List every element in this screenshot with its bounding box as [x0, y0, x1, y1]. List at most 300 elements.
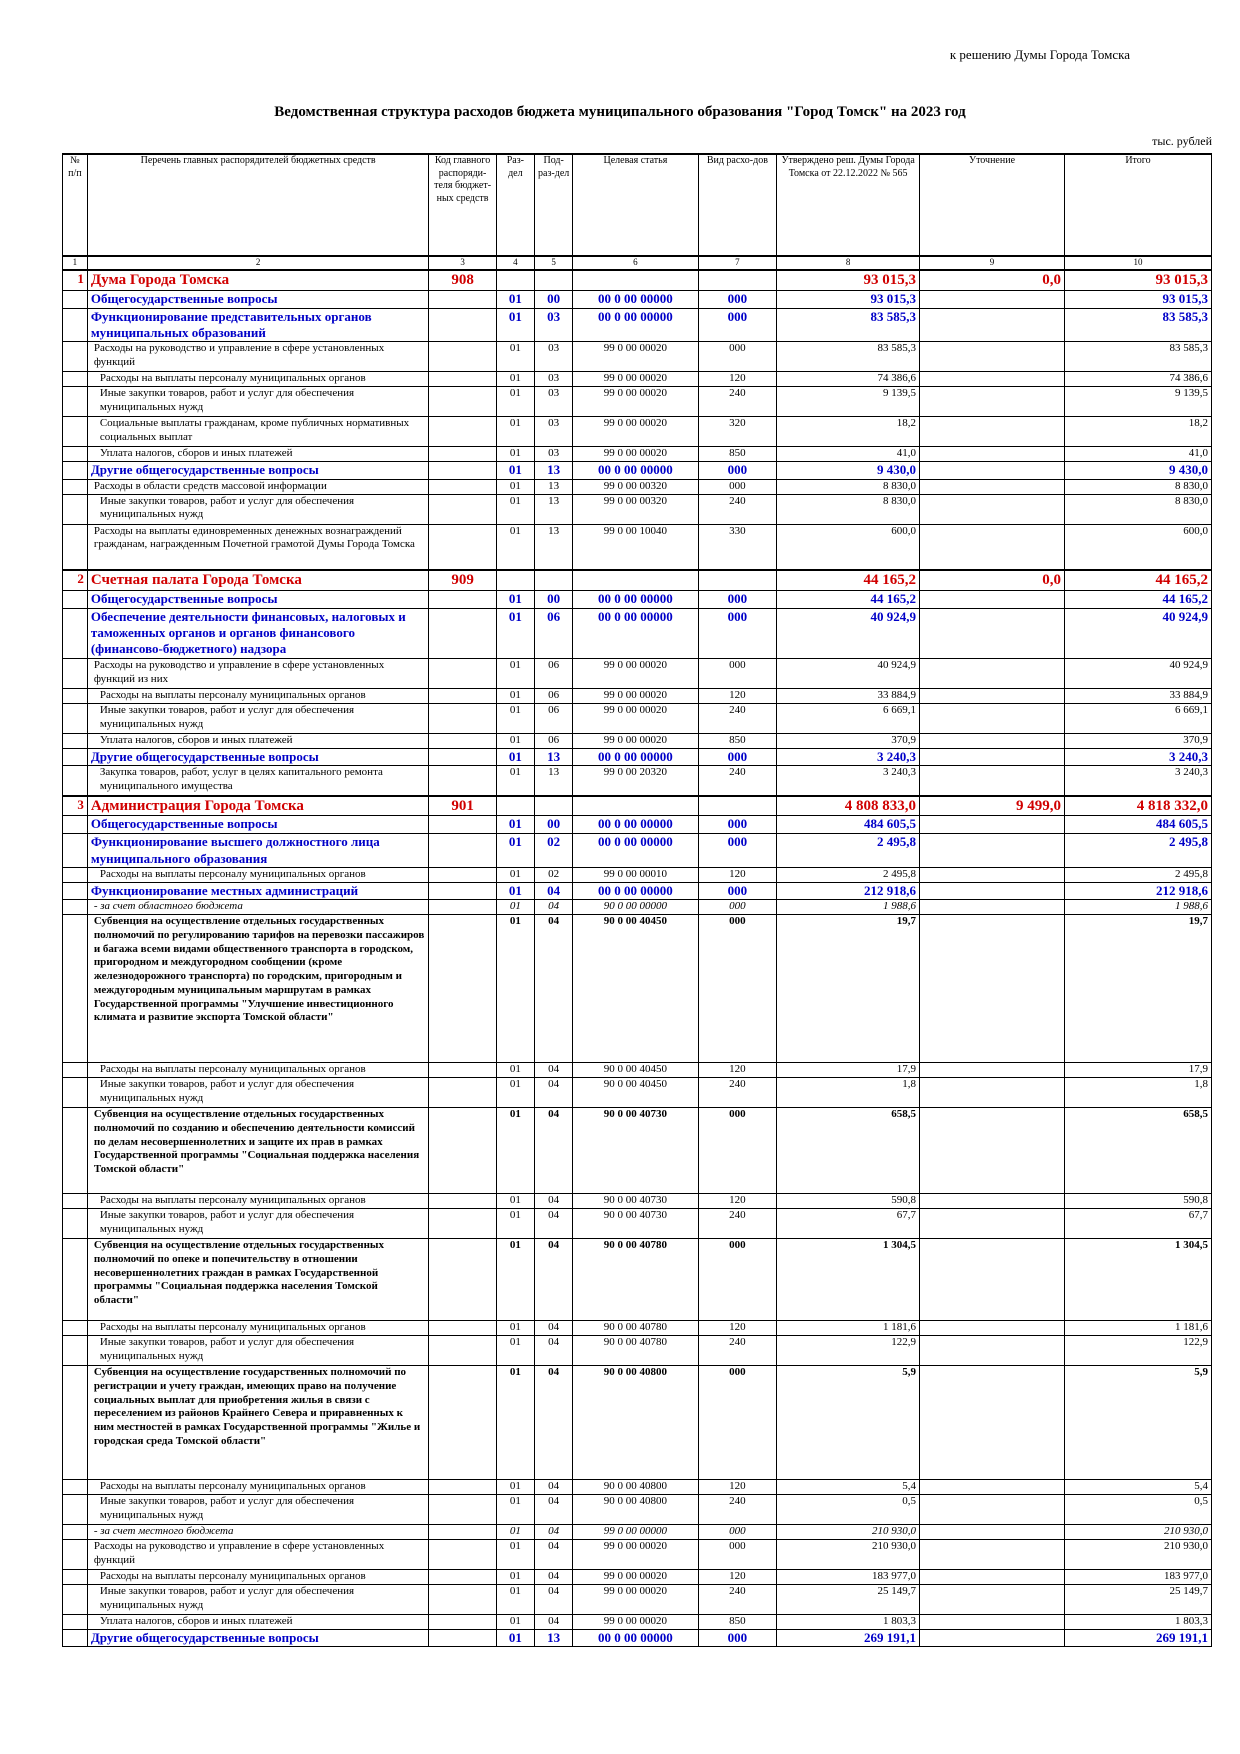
row-total: 83 585,3 [1064, 308, 1211, 342]
row-code [429, 834, 496, 868]
row-number: 2 [63, 570, 88, 590]
header-row [63, 154, 1212, 256]
table-row [63, 570, 1212, 590]
row-expense-type: 000 [698, 882, 777, 899]
row-approved: 122,9 [777, 1336, 920, 1366]
row-change: 9 499,0 [920, 796, 1065, 816]
col-header-total: Итого [1064, 154, 1211, 256]
row-number [63, 766, 88, 796]
row-number [63, 387, 88, 417]
row-code [429, 1239, 496, 1321]
row-name: Субвенция на осуществление отдельных государственных полномочий по регулированию тарифов на перевозки пассажиров и багажа всеми видами общественного транспорта в городском, пригородном и междугородном сообщении (кроме железнодорожного транспорта) по городским, пригородным и междугородным муниципальным маршрутам в рамках Государственной программы "Улучшение инвестиционного климата и развитие экспорта Томской области" [87, 915, 429, 1063]
row-number [63, 1209, 88, 1239]
row-subsection: 13 [535, 748, 573, 765]
col-header-num: № п/п [63, 154, 88, 256]
row-article: 00 0 00 00000 [573, 290, 698, 308]
row-section: 01 [496, 1495, 534, 1525]
row-total: 93 015,3 [1064, 270, 1211, 290]
table-row [63, 1321, 1212, 1336]
row-name: Иные закупки товаров, работ и услуг для обеспечения муниципальных нужд [87, 1495, 429, 1525]
row-section: 01 [496, 1078, 534, 1108]
row-name: Расходы на выплаты персоналу муниципальных органов [87, 1063, 429, 1078]
row-article: 00 0 00 00000 [573, 748, 698, 765]
row-name: Расходы на выплаты персоналу муниципальных органов [87, 1480, 429, 1495]
row-code [429, 703, 496, 733]
row-subsection: 00 [535, 290, 573, 308]
table-row [63, 1615, 1212, 1630]
row-expense-type [698, 796, 777, 816]
row-total: 3 240,3 [1064, 748, 1211, 765]
row-approved: 19,7 [777, 915, 920, 1063]
col-header-section: Раз-дел [496, 154, 534, 256]
column-number-row [63, 256, 1212, 270]
row-subsection: 03 [535, 447, 573, 462]
row-name: Субвенция на осуществление отдельных государственных полномочий по опеке и попечительству в отношении несовершеннолетних граждан в рамках Государственной программы "Социальная поддержка населения Томской области" [87, 1239, 429, 1321]
table-row [63, 1540, 1212, 1570]
row-subsection: 04 [535, 1585, 573, 1615]
row-total: 44 165,2 [1064, 570, 1211, 590]
row-article: 99 0 00 00020 [573, 733, 698, 748]
row-article: 99 0 00 00020 [573, 1615, 698, 1630]
row-change [920, 1495, 1065, 1525]
col-number: 5 [535, 256, 573, 270]
row-number [63, 733, 88, 748]
row-expense-type: 850 [698, 733, 777, 748]
row-code [429, 1540, 496, 1570]
row-name: Другие общегосударственные вопросы [87, 462, 429, 479]
table-row [63, 1108, 1212, 1194]
row-expense-type: 120 [698, 1570, 777, 1585]
row-change [920, 1239, 1065, 1321]
row-name: Другие общегосударственные вопросы [87, 748, 429, 765]
table-row [63, 1585, 1212, 1615]
row-code [429, 1495, 496, 1525]
row-subsection: 06 [535, 703, 573, 733]
row-approved: 44 165,2 [777, 590, 920, 608]
row-subsection: 13 [535, 524, 573, 570]
row-section: 01 [496, 1321, 534, 1336]
row-number [63, 1063, 88, 1078]
row-section: 01 [496, 900, 534, 915]
row-name: Социальные выплаты гражданам, кроме публичных нормативных социальных выплат [87, 417, 429, 447]
row-name: Расходы на выплаты персоналу муниципальных органов [87, 1570, 429, 1585]
row-expense-type: 240 [698, 1585, 777, 1615]
table-row [63, 1209, 1212, 1239]
row-expense-type [698, 270, 777, 290]
table-row [63, 608, 1212, 658]
row-expense-type: 240 [698, 703, 777, 733]
units-label: тыс. рублей [1152, 134, 1212, 148]
table-row [63, 524, 1212, 570]
row-article: 00 0 00 00000 [573, 834, 698, 868]
row-name: Функционирование высшего должностного лица муниципального образования [87, 834, 429, 868]
row-approved: 17,9 [777, 1063, 920, 1078]
row-name: Функционирование представительных органов муниципальных образований [87, 308, 429, 342]
row-code [429, 1321, 496, 1336]
table-row [63, 387, 1212, 417]
row-approved: 590,8 [777, 1194, 920, 1209]
row-section: 01 [496, 733, 534, 748]
table-row [63, 882, 1212, 899]
row-article: 00 0 00 00000 [573, 590, 698, 608]
row-approved: 2 495,8 [777, 834, 920, 868]
row-code [429, 867, 496, 882]
row-subsection: 04 [535, 900, 573, 915]
row-number [63, 1108, 88, 1194]
row-code [429, 1525, 496, 1540]
row-expense-type: 120 [698, 372, 777, 387]
row-subsection: 03 [535, 417, 573, 447]
row-total: 17,9 [1064, 1063, 1211, 1078]
row-change [920, 915, 1065, 1063]
row-change [920, 766, 1065, 796]
row-change [920, 688, 1065, 703]
table-row [63, 1366, 1212, 1480]
row-expense-type: 000 [698, 748, 777, 765]
row-number [63, 447, 88, 462]
row-name: Общегосударственные вопросы [87, 590, 429, 608]
row-number [63, 1239, 88, 1321]
row-expense-type: 240 [698, 1495, 777, 1525]
row-name: Расходы на выплаты персоналу муниципальных органов [87, 688, 429, 703]
row-section: 01 [496, 417, 534, 447]
row-number [63, 658, 88, 688]
row-number [63, 1495, 88, 1525]
row-name: Субвенция на осуществление государственных полномочий по регистрации и учету граждан, имеющих право на получение социальных выплат для приобретения жилья в связи с переселением из районов Крайнего Севера и приравненных к ним местностей в рамках Государственной программы "Жилье и городская среда Томской области" [87, 1366, 429, 1480]
row-number [63, 290, 88, 308]
row-approved: 74 386,6 [777, 372, 920, 387]
row-expense-type: 330 [698, 524, 777, 570]
row-section: 01 [496, 748, 534, 765]
row-change [920, 1366, 1065, 1480]
row-name: Иные закупки товаров, работ и услуг для обеспечения муниципальных нужд [87, 1078, 429, 1108]
row-code [429, 748, 496, 765]
row-number [63, 834, 88, 868]
row-article: 99 0 00 00020 [573, 1585, 698, 1615]
row-name: Администрация Города Томска [87, 796, 429, 816]
row-number [63, 1615, 88, 1630]
table-row [63, 462, 1212, 479]
row-number [63, 1480, 88, 1495]
table-row [63, 900, 1212, 915]
table-row [63, 308, 1212, 342]
row-expense-type: 000 [698, 834, 777, 868]
row-approved: 1 181,6 [777, 1321, 920, 1336]
row-change [920, 1321, 1065, 1336]
row-code [429, 1630, 496, 1647]
row-change [920, 590, 1065, 608]
row-change [920, 1078, 1065, 1108]
row-code [429, 766, 496, 796]
row-approved: 9 139,5 [777, 387, 920, 417]
row-number [63, 703, 88, 733]
table-row [63, 834, 1212, 868]
row-section [496, 570, 534, 590]
row-article: 99 0 00 00020 [573, 372, 698, 387]
row-total: 183 977,0 [1064, 1570, 1211, 1585]
row-article: 99 0 00 00010 [573, 867, 698, 882]
row-subsection [535, 270, 573, 290]
row-article: 99 0 00 00020 [573, 417, 698, 447]
row-section: 01 [496, 479, 534, 494]
row-approved: 8 830,0 [777, 494, 920, 524]
row-total: 3 240,3 [1064, 766, 1211, 796]
row-section: 01 [496, 915, 534, 1063]
row-number [63, 867, 88, 882]
row-change [920, 1570, 1065, 1585]
row-code [429, 417, 496, 447]
row-expense-type: 000 [698, 608, 777, 658]
row-subsection: 04 [535, 1336, 573, 1366]
row-expense-type: 120 [698, 1321, 777, 1336]
row-expense-type: 000 [698, 1525, 777, 1540]
row-section: 01 [496, 494, 534, 524]
row-name: Уплата налогов, сборов и иных платежей [87, 447, 429, 462]
row-subsection: 04 [535, 1194, 573, 1209]
row-number [63, 417, 88, 447]
row-article [573, 270, 698, 290]
table-row [63, 1525, 1212, 1540]
row-total: 1 181,6 [1064, 1321, 1211, 1336]
row-change [920, 658, 1065, 688]
row-name: Общегосударственные вопросы [87, 816, 429, 834]
row-name: - за счет местного бюджета [87, 1525, 429, 1540]
row-article: 90 0 00 40450 [573, 1063, 698, 1078]
row-expense-type: 000 [698, 1366, 777, 1480]
row-approved: 4 808 833,0 [777, 796, 920, 816]
table-row [63, 1480, 1212, 1495]
row-change [920, 703, 1065, 733]
row-name: Другие общегосударственные вопросы [87, 1630, 429, 1647]
row-number [63, 372, 88, 387]
row-expense-type: 120 [698, 1480, 777, 1495]
col-header-article: Целевая статья [573, 154, 698, 256]
row-subsection: 03 [535, 387, 573, 417]
row-total: 1 988,6 [1064, 900, 1211, 915]
row-number [63, 882, 88, 899]
row-approved: 44 165,2 [777, 570, 920, 590]
row-article: 99 0 00 00020 [573, 387, 698, 417]
row-total: 5,9 [1064, 1366, 1211, 1480]
col-number: 4 [496, 256, 534, 270]
row-subsection: 04 [535, 1495, 573, 1525]
row-total: 44 165,2 [1064, 590, 1211, 608]
row-total: 658,5 [1064, 1108, 1211, 1194]
row-name: Расходы на выплаты единовременных денежных вознаграждений гражданам, награжденным Почетной грамотой Думы Города Томска [87, 524, 429, 570]
row-number [63, 1194, 88, 1209]
row-subsection: 04 [535, 1525, 573, 1540]
row-subsection: 00 [535, 816, 573, 834]
row-name: Иные закупки товаров, работ и услуг для обеспечения муниципальных нужд [87, 1336, 429, 1366]
row-total: 210 930,0 [1064, 1525, 1211, 1540]
row-code [429, 1480, 496, 1495]
row-code [429, 1585, 496, 1615]
col-number: 7 [698, 256, 777, 270]
row-approved: 9 430,0 [777, 462, 920, 479]
row-code: 901 [429, 796, 496, 816]
row-total: 269 191,1 [1064, 1630, 1211, 1647]
row-code [429, 342, 496, 372]
table-row [63, 703, 1212, 733]
row-section: 01 [496, 1585, 534, 1615]
row-change [920, 1540, 1065, 1570]
row-section: 01 [496, 1540, 534, 1570]
row-expense-type: 000 [698, 1540, 777, 1570]
row-approved: 3 240,3 [777, 748, 920, 765]
row-approved: 1 803,3 [777, 1615, 920, 1630]
row-expense-type: 000 [698, 1630, 777, 1647]
row-number [63, 462, 88, 479]
row-code [429, 387, 496, 417]
table-row [63, 494, 1212, 524]
row-expense-type: 320 [698, 417, 777, 447]
row-article: 90 0 00 00000 [573, 900, 698, 915]
row-total: 2 495,8 [1064, 867, 1211, 882]
row-expense-type: 240 [698, 766, 777, 796]
row-subsection: 02 [535, 834, 573, 868]
row-number: 3 [63, 796, 88, 816]
col-header-name: Перечень главных распорядителей бюджетных средств [87, 154, 429, 256]
row-approved: 269 191,1 [777, 1630, 920, 1647]
row-number [63, 816, 88, 834]
row-expense-type: 850 [698, 447, 777, 462]
col-number: 8 [777, 256, 920, 270]
row-article: 00 0 00 00000 [573, 816, 698, 834]
row-section: 01 [496, 1525, 534, 1540]
row-expense-type: 120 [698, 688, 777, 703]
row-expense-type: 240 [698, 1078, 777, 1108]
row-change [920, 447, 1065, 462]
row-subsection: 04 [535, 1108, 573, 1194]
row-approved: 40 924,9 [777, 658, 920, 688]
row-section: 01 [496, 1239, 534, 1321]
row-article: 99 0 00 00000 [573, 1525, 698, 1540]
row-expense-type: 240 [698, 387, 777, 417]
row-change [920, 867, 1065, 882]
table-row [63, 1063, 1212, 1078]
row-code [429, 816, 496, 834]
row-code [429, 1194, 496, 1209]
row-approved: 3 240,3 [777, 766, 920, 796]
row-code [429, 688, 496, 703]
row-expense-type: 000 [698, 290, 777, 308]
row-subsection: 13 [535, 494, 573, 524]
row-article: 00 0 00 00000 [573, 462, 698, 479]
row-approved: 40 924,9 [777, 608, 920, 658]
row-total: 484 605,5 [1064, 816, 1211, 834]
row-code [429, 1209, 496, 1239]
row-article: 90 0 00 40780 [573, 1321, 698, 1336]
table-body [63, 270, 1212, 1647]
row-code [429, 1615, 496, 1630]
row-number [63, 1525, 88, 1540]
row-expense-type: 000 [698, 342, 777, 372]
row-total: 40 924,9 [1064, 608, 1211, 658]
row-subsection: 06 [535, 608, 573, 658]
row-name: Дума Города Томска [87, 270, 429, 290]
row-number [63, 590, 88, 608]
row-code [429, 524, 496, 570]
row-section: 01 [496, 816, 534, 834]
row-article [573, 796, 698, 816]
row-section: 01 [496, 524, 534, 570]
row-section: 01 [496, 608, 534, 658]
row-total: 9 139,5 [1064, 387, 1211, 417]
row-code [429, 372, 496, 387]
row-approved: 210 930,0 [777, 1540, 920, 1570]
row-total: 33 884,9 [1064, 688, 1211, 703]
row-article: 90 0 00 40800 [573, 1495, 698, 1525]
row-article: 90 0 00 40730 [573, 1108, 698, 1194]
row-change [920, 1336, 1065, 1366]
row-code [429, 494, 496, 524]
row-approved: 93 015,3 [777, 290, 920, 308]
row-section: 01 [496, 1615, 534, 1630]
row-expense-type: 000 [698, 1108, 777, 1194]
row-subsection: 04 [535, 1480, 573, 1495]
row-subsection: 04 [535, 1239, 573, 1321]
row-change [920, 1630, 1065, 1647]
row-number [63, 494, 88, 524]
row-name: Иные закупки товаров, работ и услуг для обеспечения муниципальных нужд [87, 1209, 429, 1239]
row-number [63, 748, 88, 765]
row-code [429, 1336, 496, 1366]
row-article: 99 0 00 20320 [573, 766, 698, 796]
row-change [920, 308, 1065, 342]
table-row [63, 1570, 1212, 1585]
row-name: Расходы на выплаты персоналу муниципальных органов [87, 372, 429, 387]
row-code [429, 290, 496, 308]
row-name: Субвенция на осуществление отдельных государственных полномочий по созданию и обеспечению деятельности комиссий по делам несовершеннолетних и защите их прав в рамках Государственной программы "Социальная поддержка населения Томской области" [87, 1108, 429, 1194]
row-subsection: 13 [535, 1630, 573, 1647]
row-change [920, 387, 1065, 417]
row-section: 01 [496, 462, 534, 479]
row-name: Уплата налогов, сборов и иных платежей [87, 733, 429, 748]
row-subsection: 13 [535, 462, 573, 479]
row-section: 01 [496, 882, 534, 899]
row-name: Уплата налогов, сборов и иных платежей [87, 1615, 429, 1630]
row-subsection [535, 796, 573, 816]
row-approved: 93 015,3 [777, 270, 920, 290]
header-note: к решению Думы Города Томска [949, 47, 1130, 62]
row-section: 01 [496, 1063, 534, 1078]
row-change [920, 816, 1065, 834]
row-number [63, 900, 88, 915]
row-code [429, 733, 496, 748]
row-number: 1 [63, 270, 88, 290]
row-number [63, 608, 88, 658]
row-article: 00 0 00 00000 [573, 608, 698, 658]
row-expense-type: 000 [698, 462, 777, 479]
row-change [920, 1585, 1065, 1615]
row-code [429, 590, 496, 608]
row-name: Иные закупки товаров, работ и услуг для обеспечения муниципальных нужд [87, 494, 429, 524]
row-expense-type: 000 [698, 308, 777, 342]
row-section: 01 [496, 308, 534, 342]
row-change [920, 882, 1065, 899]
row-total: 83 585,3 [1064, 342, 1211, 372]
row-total: 67,7 [1064, 1209, 1211, 1239]
row-code: 909 [429, 570, 496, 590]
row-name: - за счет областного бюджета [87, 900, 429, 915]
row-approved: 212 918,6 [777, 882, 920, 899]
row-total: 1 803,3 [1064, 1615, 1211, 1630]
row-subsection: 03 [535, 308, 573, 342]
row-article: 90 0 00 40780 [573, 1239, 698, 1321]
row-total: 19,7 [1064, 915, 1211, 1063]
row-change [920, 1209, 1065, 1239]
row-article: 99 0 00 00020 [573, 703, 698, 733]
